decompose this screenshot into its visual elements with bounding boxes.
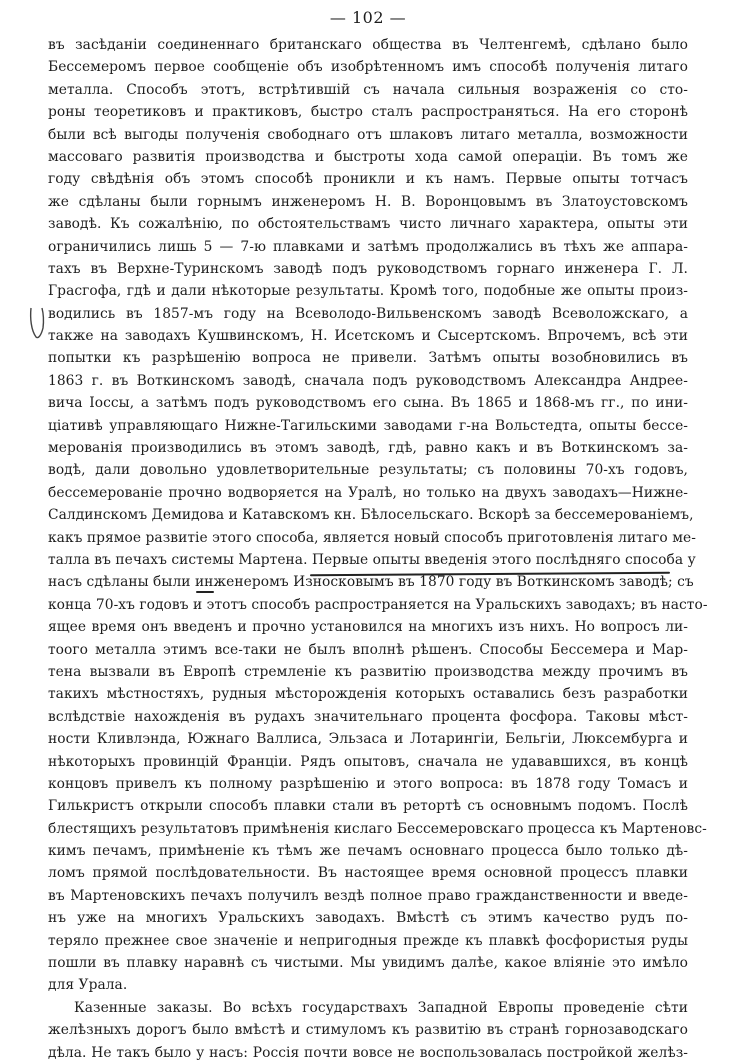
text-line: конца 70-хъ годовъ и этотъ способъ распространяется на Уральскихъ заводахъ; въ насто-: [48, 596, 708, 613]
handwritten-underline: [196, 591, 214, 593]
text-line: водились въ 1857-мъ году на Всеволодо-Вильвенскомъ заводѣ Всеволожскаго, а: [48, 305, 688, 322]
text-line: бессемерованіе прочно водворяется на Уралѣ, но только на двухъ заводахъ—Нижне-: [48, 484, 688, 501]
text-line: кимъ печамъ, примѣненіе къ тѣмъ же печамъ основнаго процесса было только дѣ-: [48, 843, 688, 860]
text-line: ціативѣ управляющаго Нижне-Тагильскими заводами г-на Вольстедта, опыты бессе-: [48, 417, 688, 434]
text-line: нѣкоторыхъ провинцій Франціи. Рядъ опытовъ, сначала не удававшихся, въ концѣ: [48, 753, 688, 770]
text-line: году свѣдѣнія объ этомъ способѣ проникли и къ намъ. Первые опыты тотчасъ: [48, 171, 688, 188]
text-line: массоваго развитія производства и быстроты хода самой операціи. Въ томъ же: [48, 148, 688, 165]
main-text: [48, 34, 708, 1064]
text-line: такихъ мѣстностяхъ, рудныя мѣсторожденія которыхъ оставались безъ разработки: [48, 686, 688, 703]
text-line: же сдѣланы были горнымъ инженеромъ Н. В. Воронцовымъ въ Златоустовскомъ: [48, 193, 688, 210]
text-line: пошли въ плавку наравнѣ съ чистыми. Мы увидимъ далѣе, какое вліяніе это имѣло: [48, 955, 688, 972]
text-line: тоого металла этимъ все-таки не былъ вполнѣ рѣшенъ. Способы Бессемера и Мар-: [48, 641, 688, 658]
text-line: тена вызвали въ Европѣ стремленіе къ развитію производства между прочимъ въ: [48, 663, 688, 680]
text-line: мерованія производились въ этомъ заводѣ, гдѣ, равно какъ и въ Воткинскомъ за-: [48, 440, 688, 457]
text-line: попытки къ разрѣшенію вопроса не привели. Затѣмъ опыты возобновились въ: [48, 350, 688, 367]
text-line: ящее время онъ введенъ и прочно установился на многихъ изъ нихъ. Но вопросъ ли-: [48, 619, 688, 636]
text-line: ности Кливлэнда, Южнаго Валлиса, Эльзаса и Лотарингіи, Бельгіи, Люксембурга и: [48, 731, 688, 748]
text-line: водѣ, дали довольно удовлетворительные результаты; съ половины 70-хъ годовъ,: [48, 462, 688, 479]
text-line: роны теоретиковъ и практиковъ, быстро сталъ распространяться. На его сторонѣ: [48, 104, 688, 121]
section-paragraph-line: Казенные заказы. Во всѣхъ государствахъ Западной Европы проведеніе сѣти: [74, 999, 688, 1016]
text-line-underlined: насъ сдѣланы были инженеромъ Износковымъ въ 1870 году въ Воткинскомъ заводѣ; съ: [48, 574, 694, 591]
text-line: Бессемеромъ первое сообщеніе объ изобрѣтенномъ имъ способѣ полученія литаго: [48, 59, 688, 76]
text-line: блестящихъ результатовъ примѣненія кислаго Бессемеровскаго процесса къ Мартеновс-: [48, 820, 707, 837]
page-number: — 102 —: [329, 8, 407, 27]
text-line: вича Іоссы, а затѣмъ подъ руководствомъ его сына. Въ 1865 и 1868-мъ гг., по ини-: [48, 395, 688, 412]
text-line: 1863 г. въ Воткинскомъ заводѣ, сначала подъ руководствомъ Александра Андрее-: [48, 372, 688, 389]
text-line: были всѣ выгоды полученія свободнаго отъ шлаковъ литаго металла, возможности: [48, 126, 688, 143]
text-line: какъ прямое развитіе этого способа, является новый способъ приготовленія литаго ме-: [48, 529, 696, 546]
text-line: ломъ прямой послѣдовательности. Въ настоящее время основной процессъ плавки: [48, 865, 688, 882]
text-line: Грасгофа, гдѣ и дали нѣкоторые результаты. Кромѣ того, подобные же опыты произ-: [48, 283, 688, 300]
text-line: металла. Способъ этотъ, встрѣтившій съ начала сильныя возраженія со сто-: [48, 81, 688, 98]
text-line: Гилькристъ открыли способъ плавки стали въ ретортѣ съ основнымъ подомъ. Послѣ: [48, 798, 688, 815]
text-line: тахъ въ Верхне-Туринскомъ заводѣ подъ руководствомъ горнаго инженера Г. Л.: [48, 260, 688, 277]
text-line: нъ уже на многихъ Уральскихъ заводахъ. Вмѣстѣ съ этимъ качество рудъ по-: [48, 910, 688, 927]
text-line: въ засѣданіи соединеннаго британскаго общества въ Челтенгемѣ, сдѣлано было: [48, 37, 688, 53]
text-line: вслѣдствіе нахожденія въ рудахъ значительнаго процента фосфора. Таковы мѣст-: [48, 708, 688, 725]
margin-pencil-mark: [28, 306, 46, 340]
text-line: ограничились лишь 5 — 7-ю плавками и затѣмъ продолжались въ тѣхъ же аппара-: [48, 238, 688, 255]
section-paragraph-line: желѣзныхъ дорогъ было вмѣстѣ и стимуломъ къ развитію въ странѣ горнозаводскаго: [48, 1022, 688, 1039]
text-line: теряло прежнее свое значеніе и непригодныя прежде къ плавкѣ фосфористыя руды: [48, 932, 688, 949]
text-line: Салдинскомъ Демидова и Катавскомъ кн. Бѣлосельскаго. Вскорѣ за бессемерованіемъ,: [48, 507, 694, 524]
text-line: талла въ печахъ системы Мартена. Первые опыты введенія этого послѣдняго способа у: [48, 551, 696, 568]
text-line: въ Мартеновскихъ печахъ получилъ вездѣ полное право гражданственности и введе-: [48, 887, 688, 904]
text-line: также на заводахъ Кушвинскомъ, Н. Исетскомъ и Сысертскомъ. Впрочемъ, всѣ эти: [48, 328, 688, 345]
section-paragraph-line: дѣла. Не такъ было у насъ: Россія почти вовсе не воспользовалась постройкой желѣз-: [48, 1044, 688, 1061]
text-line: концовъ привелъ къ полному разрѣшенію и этого вопроса: въ 1878 году Томасъ и: [48, 775, 688, 792]
text-line: заводѣ. Къ сожалѣнію, по обстоятельствамъ чисто личнаго характера, опыты эти: [48, 216, 688, 233]
text-line: для Урала.: [48, 977, 128, 994]
